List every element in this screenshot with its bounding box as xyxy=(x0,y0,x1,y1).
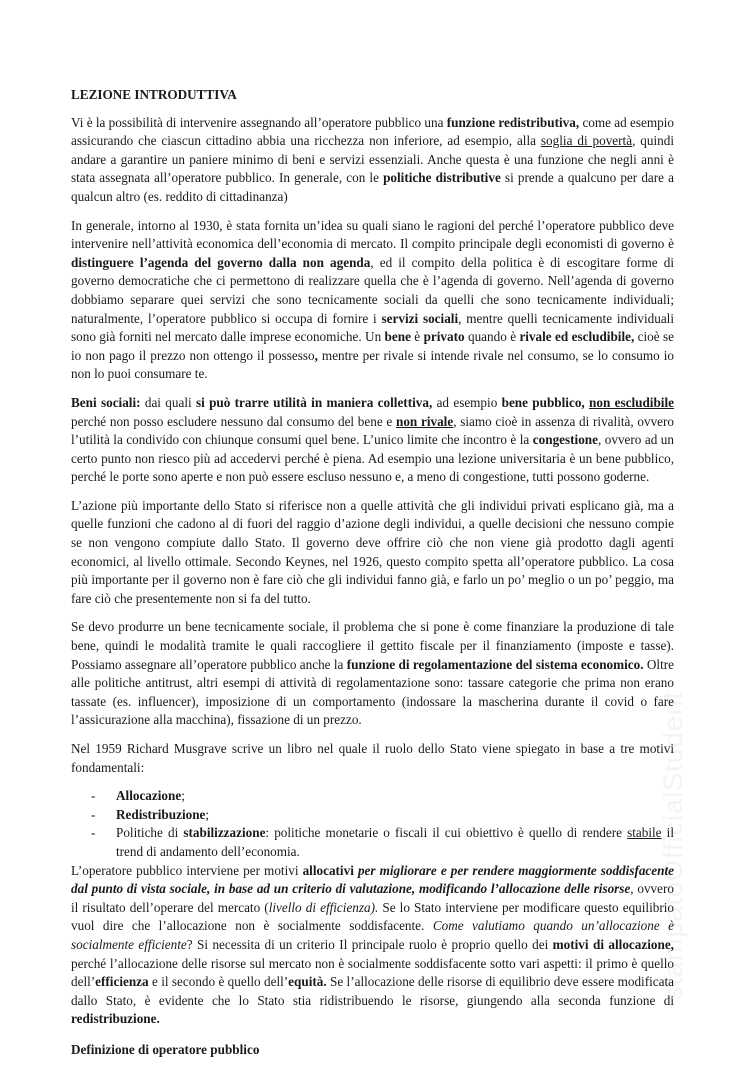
text-run: Nel 1959 Richard Musgrave scrive un libro nel quale il ruolo dello Stato viene spiegato in base a tre motivi fondamentali: xyxy=(71,741,674,775)
text-run: mentre per rivale si intende rivale nel consumo, se lo consumo io non lo puoi consumare te. xyxy=(71,347,674,382)
text-run: : politiche monetarie o fiscali il cui obiettivo è quello di rendere xyxy=(265,825,628,841)
text-run: , siamo cioè in assenza di rivalità, ovvero l’utilità la condivido con chiunque consumi quel bene. L’unico limite che incontro è la xyxy=(71,413,675,448)
emphasized-text: Beni sociali: xyxy=(71,394,141,410)
musgrave-functions-list xyxy=(71,787,674,861)
text-run: è xyxy=(410,329,424,345)
emphasized-text: rivale ed escludibile, xyxy=(519,329,635,345)
emphasized-text: per migliorare e per rendere maggiormente soddisfacente dal punto di vista sociale, in base ad un criterio di valutazione, modificando l’allocazione delle risorse xyxy=(71,862,674,897)
paragraph-government-agenda xyxy=(71,217,674,384)
text-run: , ed il compito della politica è di escogitare forme di governo democratiche che ci permettono di realizzare quella che è l’agenda di governo. Nell’agenda di governo dobbiamo separare quei servizi che sono tecnicamente sociali da quelli che sono tecnicamente individuali; naturalmente, l’operatore pubblico si occupa di fornire i xyxy=(71,254,675,326)
emphasized-text: allocativi xyxy=(302,862,354,878)
emphasized-text: bene xyxy=(384,329,411,345)
list-item xyxy=(71,787,674,806)
text-run: In generale, intorno al 1930, è stata fornita un’idea su quali siano le ragioni del perché l’operatore pubblico deve intervenire nell’attività economica dell’economia di mercato. Il compito principale degli economisti di governo è xyxy=(71,217,674,252)
paragraph-redistributive-function xyxy=(71,114,674,207)
emphasized-text: non rivale xyxy=(395,413,454,429)
text-run: Politiche di xyxy=(116,825,184,841)
emphasized-text: funzione redistributiva, xyxy=(446,114,580,130)
text-run: quando è xyxy=(464,329,520,345)
emphasized-text: soglia di povertà xyxy=(540,133,633,149)
emphasized-text: servizi sociali xyxy=(381,310,459,326)
text-run: Se devo produrre un bene tecnicamente sociale, il problema che si pone è come finanziare la produzione di tale bene, quindi le modalità tramite le quali raccogliere il gettito fiscale per il finanziamento (imposte e tasse). Possiamo assegnare all’operatore pubblico anche la xyxy=(71,619,674,672)
text-run: L’azione più importante dello Stato si riferisce non a quelle attività che gli individui privati esplicano già, ma a quelle funzioni che cadono al di fuori del raggio d’azione degli individui, a quelle decisioni che nessuno compie se non vengono compiute dallo Stato. Il governo deve offrire ciò che non viene già prodotto dagli agenti economici, al livello ottimale. Secondo Keynes, nel 1926, questo compito spetta all’operatore pubblico. La cosa più importante per il governo non è fare ciò che gli individui fanno già, e farlo un po’ meglio o un po’ peggio, ma fare ciò che presentemente non si fa del tutto. xyxy=(71,497,674,606)
text-run: e il secondo è quello dell’ xyxy=(148,974,289,990)
text-run: si prende a qualcuno per dare a qualcun altro (es. reddito di cittadinanza) xyxy=(71,170,674,204)
list-bullet: - xyxy=(91,825,96,841)
list-item-text xyxy=(116,788,185,803)
emphasized-text: privato xyxy=(423,329,465,345)
text-run: come ad esempio assicurando che ciascun cittadino abbia una ricchezza non inferiore, ad esempio, alla xyxy=(71,114,675,149)
text-run: Se lo Stato interviene per modificare questo equilibrio vuol dire che l’allocazione non è socialmente soddisfacente. xyxy=(71,899,674,934)
text-run: il trend di andamento dell’economia. xyxy=(116,825,674,859)
list-item-text xyxy=(116,807,209,822)
text-run: , ovvero ad un certo punto non riesco più ad accedervi perché è piena. Ad esempio una lezione universitaria è un bene pubblico, perché le porte sono aperte e non può essere escluso nessuno e, a meno di congestione, tutti possono goderne. xyxy=(71,432,674,485)
emphasized-text: non escludibile xyxy=(589,394,674,410)
text-run: , mentre quelli tecnicamente individuali sono già forniti nel mercato dalle imprese economiche. Un xyxy=(71,310,674,345)
text-run: Oltre alle politiche antitrust, altri esempi di attività di regolamentazione sono: tassare categorie che prima non erano tassate (es. influencer), imposizione di un comportamento (indossare la mascherina durante il covid o fare l’assicurazione alla macchina), fissazione di un prezzo. xyxy=(71,656,674,728)
list-item xyxy=(71,806,674,825)
text-run: Se l’allocazione delle risorse di equilibrio deve essere modificata dallo Stato, è evidente che lo Stato stia ridistribuendo le risorse, giungendo alla seconda funzione di xyxy=(71,974,674,1008)
paragraph-regulation xyxy=(71,618,674,730)
emphasized-text: equità. xyxy=(288,974,327,990)
emphasized-text: motivi di allocazione, xyxy=(552,936,674,952)
emphasized-text: stabilizzazione xyxy=(183,825,266,841)
text-run: ; xyxy=(205,806,210,822)
text-run: , ovvero il risultato dell’operare del mercato ( xyxy=(71,881,674,915)
page-title: LEZIONE INTRODUTTIVA xyxy=(71,87,237,102)
paragraph-state-action xyxy=(71,497,674,609)
text-run: perché non posso escludere nessuno dal consumo del bene e xyxy=(71,413,396,429)
list-bullet: - xyxy=(91,806,96,822)
text-run: L’operatore pubblico interviene per motivi xyxy=(71,862,303,878)
paragraph-social-goods xyxy=(71,394,674,487)
emphasized-text: politiche distributive xyxy=(383,170,501,186)
emphasized-text: bene pubblico, xyxy=(501,394,585,410)
text-run: cioè se io non pago il prezzo non ottengo il possesso xyxy=(71,329,675,363)
emphasized-text: congestione xyxy=(532,432,598,448)
text-run: ad esempio xyxy=(432,394,502,410)
text-run: ? Si necessita di un criterio Il principale ruolo è proprio quello dei xyxy=(186,936,553,952)
emphasized-text: Come valutiamo quando un’allocazione è socialmente efficiente xyxy=(71,918,675,952)
emphasized-text: livello di efficienza). xyxy=(268,899,379,915)
document-page xyxy=(71,86,674,1069)
list-item-text xyxy=(116,825,674,859)
list-bullet: - xyxy=(91,788,96,804)
paragraph-allocation xyxy=(71,862,674,1029)
paragraph-musgrave xyxy=(71,740,674,777)
emphasized-text: , xyxy=(314,347,318,363)
text-run: ; xyxy=(181,788,185,804)
emphasized-text: si può trarre utilità in maniera collettiva, xyxy=(195,394,433,410)
emphasized-text: redistribuzione. xyxy=(71,1011,160,1027)
emphasized-text: efficienza xyxy=(95,974,149,990)
text-run: Vi è la possibilità di intervenire assegnando all’operatore pubblico una xyxy=(71,114,447,130)
text-run: dai quali xyxy=(140,394,196,410)
emphasized-text: stabile xyxy=(627,825,662,841)
section-heading: Definizione di operatore pubblico xyxy=(71,1041,260,1057)
emphasized-text: Allocazione xyxy=(116,788,182,804)
emphasized-text: Redistribuzione xyxy=(116,806,206,822)
list-item xyxy=(71,824,674,861)
emphasized-text: distinguere l’agenda del governo dalla non agenda xyxy=(71,254,371,270)
text-run: perché l’allocazione delle risorse sul mercato non è socialmente soddisfacente sotto vari aspetti: il primo è quello dell’ xyxy=(71,955,674,990)
emphasized-text: funzione di regolamentazione del sistema economico. xyxy=(346,656,644,672)
text-run: , quindi andare a garantire un paniere minimo di beni e servizi essenziali. Anche questa è una funzione che negli anni è stata assegnata all’operatore pubblico. In generale, con le xyxy=(71,133,675,186)
